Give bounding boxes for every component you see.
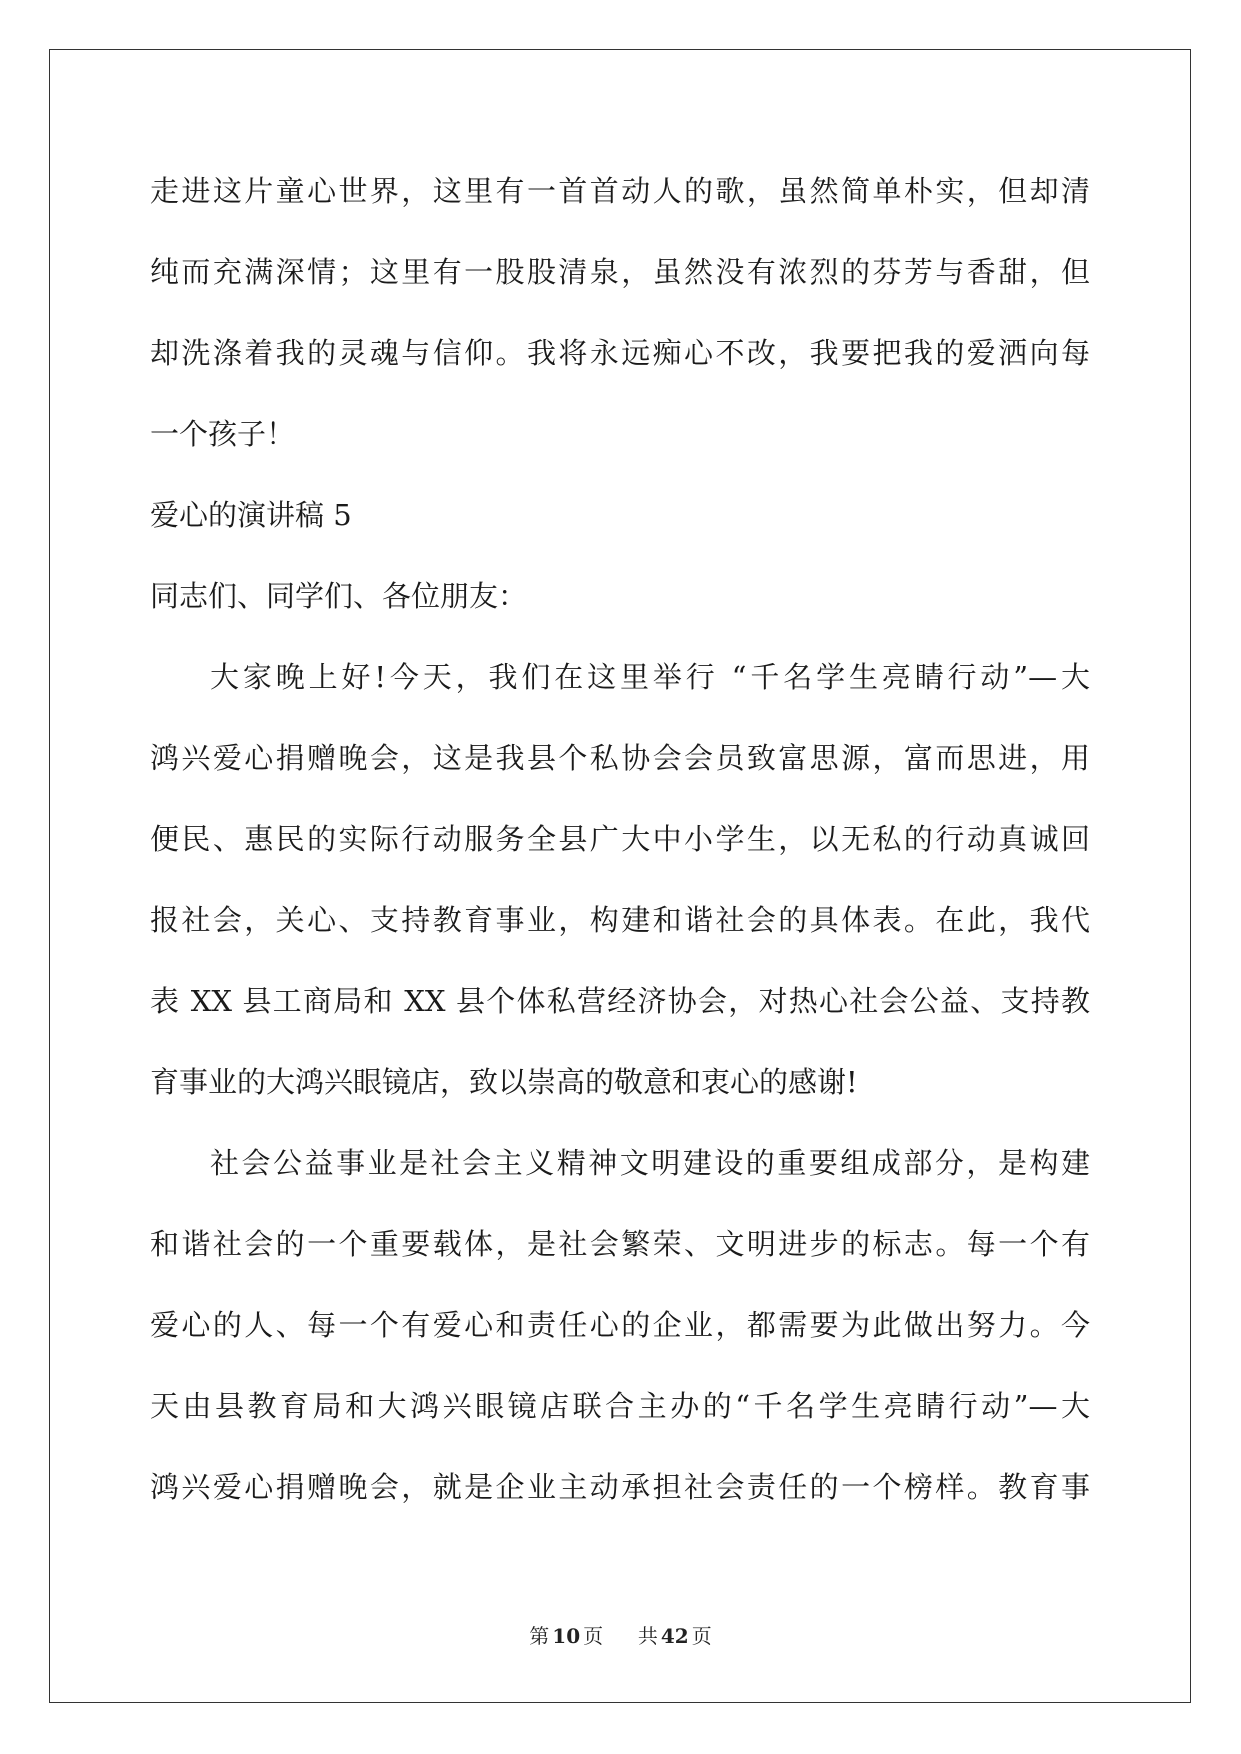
text-line: 纯而充满深情；这里有一股股清泉，虽然没有浓烈的芬芳与香甜，但 bbox=[150, 255, 1090, 289]
text-line: 便民、惠民的实际行动服务全县广大中小学生，以无私的行动真诚回 bbox=[150, 822, 1090, 856]
document-body bbox=[150, 160, 1090, 1537]
section-heading: 爱心的演讲稿 5 bbox=[150, 498, 352, 532]
text-line: 走进这片童心世界，这里有一首首动人的歌，虽然简单朴实，但却清 bbox=[150, 174, 1090, 208]
text-line: 鸿兴爱心捐赠晚会，就是企业主动承担社会责任的一个榜样。教育事 bbox=[150, 1470, 1090, 1504]
text-line: 和谐社会的一个重要载体，是社会繁荣、文明进步的标志。每一个有 bbox=[150, 1227, 1090, 1261]
total-page-number: 42 bbox=[660, 1624, 689, 1648]
text-line: 社会公益事业是社会主义精神文明建设的重要组成部分，是构建 bbox=[210, 1146, 1090, 1180]
text-line: 鸿兴爱心捐赠晚会，这是我县个私协会会员致富思源，富而思进，用 bbox=[150, 741, 1090, 775]
total-prefix: 共 bbox=[637, 1624, 658, 1648]
text-line: 报社会，关心、支持教育事业，构建和谐社会的具体表。在此，我代 bbox=[150, 903, 1090, 937]
text-line: 却洗涤着我的灵魂与信仰。我将永远痴心不改，我要把我的爱洒向每 bbox=[150, 336, 1090, 370]
text-line: 一个孩子！ bbox=[150, 417, 296, 451]
page-prefix: 第 bbox=[529, 1624, 550, 1648]
salutation: 同志们、同学们、各位朋友： bbox=[150, 579, 528, 613]
total-suffix: 页 bbox=[691, 1624, 712, 1648]
text-line: 大家晚上好!今天，我们在这里举行 “千名学生亮睛行动”—大 bbox=[210, 660, 1090, 694]
text-line: 表 XX 县工商局和 XX 县个体私营经济协会，对热心社会公益、支持教 bbox=[150, 984, 1090, 1018]
text-line: 天由县教育局和大鸿兴眼镜店联合主办的“千名学生亮睛行动”—大 bbox=[150, 1389, 1090, 1423]
text-line: 育事业的大鸿兴眼镜店，致以崇高的敬意和衷心的感谢! bbox=[150, 1065, 858, 1099]
text-line: 爱心的人、每一个有爱心和责任心的企业，都需要为此做出努力。今 bbox=[150, 1308, 1090, 1342]
page-footer bbox=[0, 1620, 1241, 1649]
current-page-number: 10 bbox=[552, 1624, 581, 1648]
page-suffix: 页 bbox=[583, 1624, 604, 1648]
